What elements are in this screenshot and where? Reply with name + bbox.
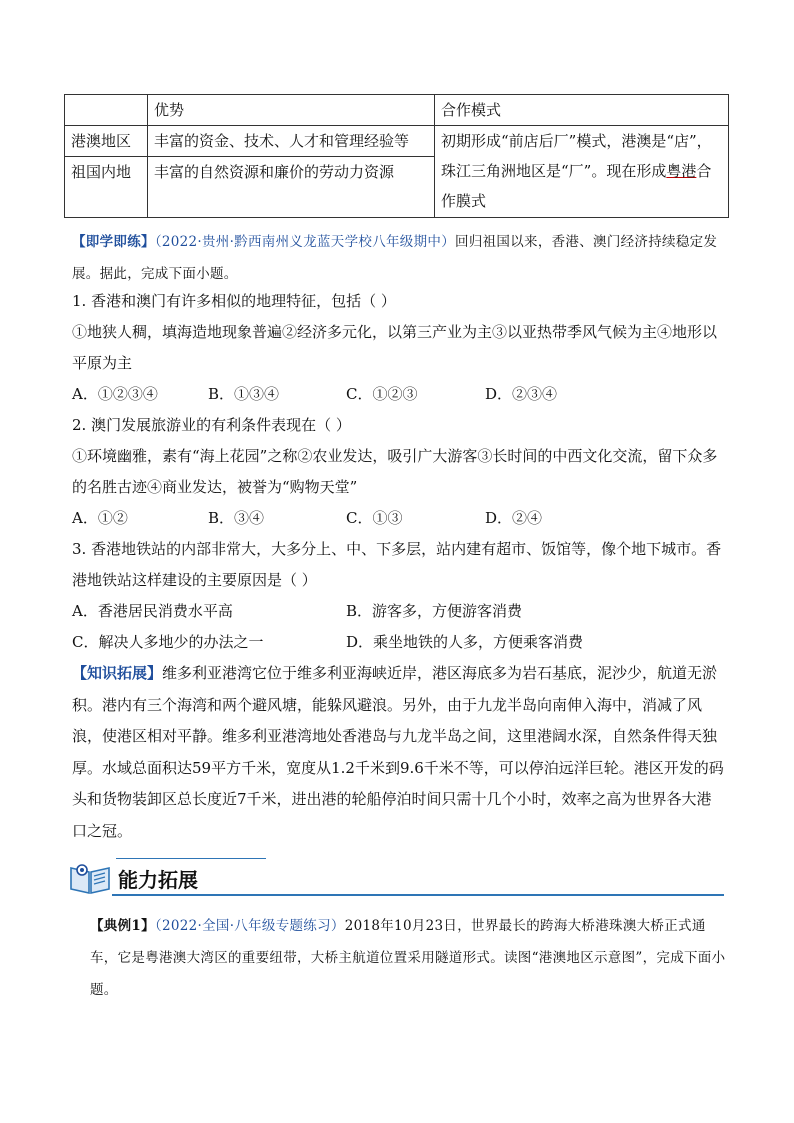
- book-icon: [68, 860, 112, 896]
- question-1-stem: 1. 香港和澳门有许多相似的地理特征，包括（ ）: [72, 292, 396, 310]
- advantage-cell: 丰富的自然资源和廉价的劳动力资源: [148, 157, 435, 218]
- option-b[interactable]: B．游客多，方便游客消费: [346, 602, 523, 620]
- option-b[interactable]: B．③④: [208, 509, 265, 527]
- table-header-advantage: 优势: [148, 95, 435, 126]
- option-d[interactable]: D．乘坐地铁的人多，方便乘客消费: [346, 633, 584, 651]
- option-b[interactable]: B．①③④: [208, 385, 280, 403]
- practice-text: 回归祖国以来，香港、澳门经济持续稳定发展。据此，完成下面小题。: [72, 234, 718, 282]
- question-3-options-row2: [72, 627, 726, 658]
- region-cell: 祖国内地: [65, 157, 148, 218]
- question-3-stem: 3. 香港地铁站的内部非常大，大多分上、中、下多层，站内建有超市、饭馆等，像个地下城市。香港地铁站这样建设的主要原因是（ ）: [72, 540, 722, 589]
- example-1: [90, 910, 726, 1006]
- example-source: （2022·全国·八年级专题练习）: [154, 918, 345, 934]
- question-2-statements: ①环境幽雅，素有“海上花园”之称②农业发达，吸引广大游客③长时间的中西文化交流，留下众多的名胜古迹④商业发达，被誉为“购物天堂”: [72, 447, 718, 496]
- option-c[interactable]: C．解决人多地少的办法之一: [72, 633, 264, 651]
- table-header-cell: [65, 95, 148, 126]
- option-a[interactable]: A．香港居民消费水平高: [72, 602, 233, 620]
- option-a[interactable]: A．①②: [72, 509, 128, 527]
- cooperation-underlined: 粤港: [666, 162, 697, 180]
- practice-intro: [72, 226, 726, 290]
- example-tag: 【典例1】: [90, 918, 155, 934]
- section-rule: [112, 894, 724, 896]
- question-2-stem: 2. 澳门发展旅游业的有利条件表现在（ ）: [72, 416, 351, 434]
- knowledge-extension: [72, 658, 726, 847]
- section-header: [68, 854, 724, 898]
- option-c[interactable]: C．①③: [346, 509, 403, 527]
- practice-tag: 【即学即练】: [72, 234, 155, 250]
- section-top-rule: [116, 858, 266, 859]
- table-header-row: [65, 95, 729, 126]
- option-d[interactable]: D．②④: [485, 509, 543, 527]
- section-title: 能力拓展: [118, 868, 198, 892]
- question-1-options: [72, 379, 726, 410]
- extension-tag: 【知识拓展】: [72, 664, 163, 682]
- advantage-cell: 丰富的资金、技术、人才和管理经验等: [148, 126, 435, 157]
- practice-source: （2022·贵州·黔西南州义龙蓝天学校八年级期中）: [154, 234, 456, 250]
- table-row: [65, 126, 729, 157]
- option-a[interactable]: A．①②③④: [72, 385, 158, 403]
- question-3-options-row1: [72, 596, 726, 627]
- example-text: 2018年10月23日，世界最长的跨海大桥港珠澳大桥正式通车，它是粤港澳大湾区的重要纽带，大桥主航道位置采用隧道形式。读图“港澳地区示意图”，完成下面小题。: [90, 918, 726, 998]
- question-2-options: [72, 503, 726, 534]
- advantage-table: [64, 94, 729, 218]
- region-cell: 港澳地区: [65, 126, 148, 157]
- option-c[interactable]: C．①②③: [346, 385, 418, 403]
- cooperation-cell: [435, 126, 729, 218]
- question-1-statements: ①地狭人稠，填海造地现象普遍②经济多元化，以第三产业为主③以亚热带季风气候为主④地形以平原为主: [72, 323, 718, 372]
- option-d[interactable]: D．②③④: [485, 385, 558, 403]
- cooperation-text: 初期形成“前店后厂”模式，港澳是“店”，珠江三角洲地区是“厂”。现在形成: [441, 132, 712, 180]
- table-header-cooperation: 合作模式: [435, 95, 729, 126]
- extension-text: 维多利亚港湾它位于维多利亚海峡近岸，港区海底多为岩石基底，泥沙少，航道无淤积。港内有三个海湾和两个避风塘，能躲风避浪。另外，由于九龙半岛向南伸入海中，消减了风浪，使港区相对平静。维多利亚港湾地处香港岛与九龙半岛之间，这里港阔水深，自然条件得天独厚。水域总面积达59平方千米，宽度从1.2千米到9.6千米不等，可以停泊远洋巨轮。港区开发的码头和货物装卸区总长度近7千米，进出港的轮船停泊时间只需十几个小时，效率之高为世界各大港口之冠。: [72, 664, 724, 840]
- cooperation-text-end: 合作膜式: [441, 162, 712, 210]
